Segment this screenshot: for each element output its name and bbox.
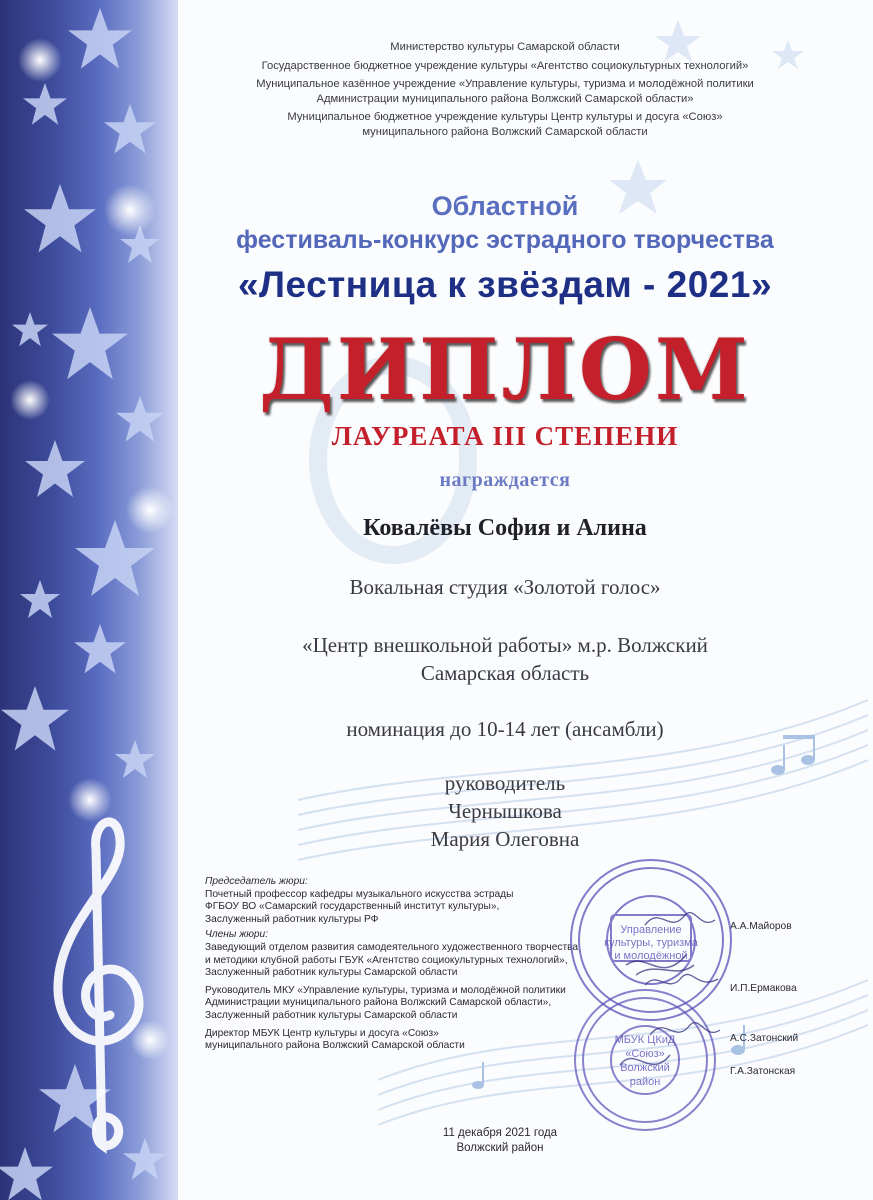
jury-text: Руководитель МКУ «Управление культуры, туризма и молодёжной политики: [205, 984, 566, 996]
jury-text: Заведующий отделом развития самодеятельного художественного творчества: [205, 941, 579, 953]
issuing-organizations: [205, 40, 805, 139]
nomination: номинация до 10-14 лет (ансамбли): [346, 717, 664, 741]
jury-chair-label: Председатель жюри:: [205, 876, 308, 887]
jury-text: Директор МБУК Центр культуры и досуга «Союз»: [205, 1027, 439, 1039]
chair-signature-name: А.А.Майоров: [730, 921, 792, 932]
leader-surname: Чернышкова: [448, 799, 562, 823]
jury-text: Почетный профессор кафедры музыкального искусства эстрады: [205, 888, 514, 900]
jury-text: и методики клубной работы ГБУК «Агентство социокультурных технологий»,: [205, 954, 568, 966]
jury-text: Заслуженный работник культуры РФ: [205, 913, 379, 925]
issue-date: 11 декабря 2021 года: [442, 1127, 558, 1139]
jury-text: Заслуженный работник культуры Самарской области: [205, 967, 458, 979]
issue-info: [380, 1126, 620, 1156]
svg-text:«Союз»: «Союз»: [625, 1048, 665, 1060]
laureate-degree: ЛАУРЕАТА III СТЕПЕНИ: [331, 421, 679, 451]
member-signature-name: И.П.Ермакова: [730, 983, 797, 994]
organization-line: «Центр внешкольной работы» м.р. Волжский: [302, 633, 708, 657]
svg-text:и молодёжной: и молодёжной: [614, 950, 688, 962]
header-line: Муниципальное бюджетное учреждение культуры Центр культуры и досуга «Союз»: [287, 111, 723, 123]
svg-text:культуры, туризма: культуры, туризма: [604, 937, 698, 949]
jury-text: муниципального района Волжский Самарской области: [205, 1040, 465, 1052]
member-signature-name: А.С.Затонский: [730, 1033, 799, 1044]
leader-label: руководитель: [444, 771, 566, 795]
organization-line: Самарская область: [420, 661, 590, 685]
svg-text:МБУК ЦКиД: МБУК ЦКиД: [614, 1034, 676, 1046]
svg-text:район: район: [629, 1076, 661, 1088]
jury-text: Администрации муниципального района Волжский Самарской области»,: [205, 997, 552, 1009]
studio-name: Вокальная студия «Золотой голос»: [349, 575, 661, 599]
leader-name: Мария Олеговна: [430, 827, 580, 851]
header-line: Муниципальное казённое учреждение «Управление культуры, туризма и молодёжной политики: [256, 78, 754, 90]
jury-text: ФГБОУ ВО «Самарский государственный институт культуры»,: [205, 901, 500, 913]
header-line: муниципального района Волжский Самарской области: [362, 125, 648, 138]
svg-text:Волжский: Волжский: [620, 1062, 670, 1074]
svg-text:Управление: Управление: [620, 924, 682, 936]
header-line: Министерство культуры Самарской области: [390, 41, 620, 53]
contest-level: Областной: [431, 191, 579, 221]
awarded-label: награждается: [439, 469, 571, 491]
signature-scribbles: [640, 905, 730, 1080]
header-line: Государственное бюджетное учреждение культуры «Агентство социокультурных технологий»: [261, 59, 749, 72]
header-line: Администрации муниципального района Волжский Самарской области»: [316, 92, 694, 105]
festival-name: «Лестница к звёздам - 2021»: [237, 264, 773, 305]
festival-title: фестиваль-конкурс эстрадного творчества: [236, 226, 774, 254]
jury-text: Заслуженный работник культуры Самарской области: [205, 1009, 458, 1021]
recipient-name: Ковалёвы София и Алина: [363, 515, 647, 541]
jury-members-label: Члены жюри:: [205, 929, 269, 941]
star-pattern-decoration: [0, 0, 178, 1200]
diploma-heading: ДИПЛОМ: [259, 320, 751, 419]
member-signature-name: Г.А.Затонская: [730, 1066, 796, 1077]
issue-place: Волжский район: [456, 1142, 544, 1154]
